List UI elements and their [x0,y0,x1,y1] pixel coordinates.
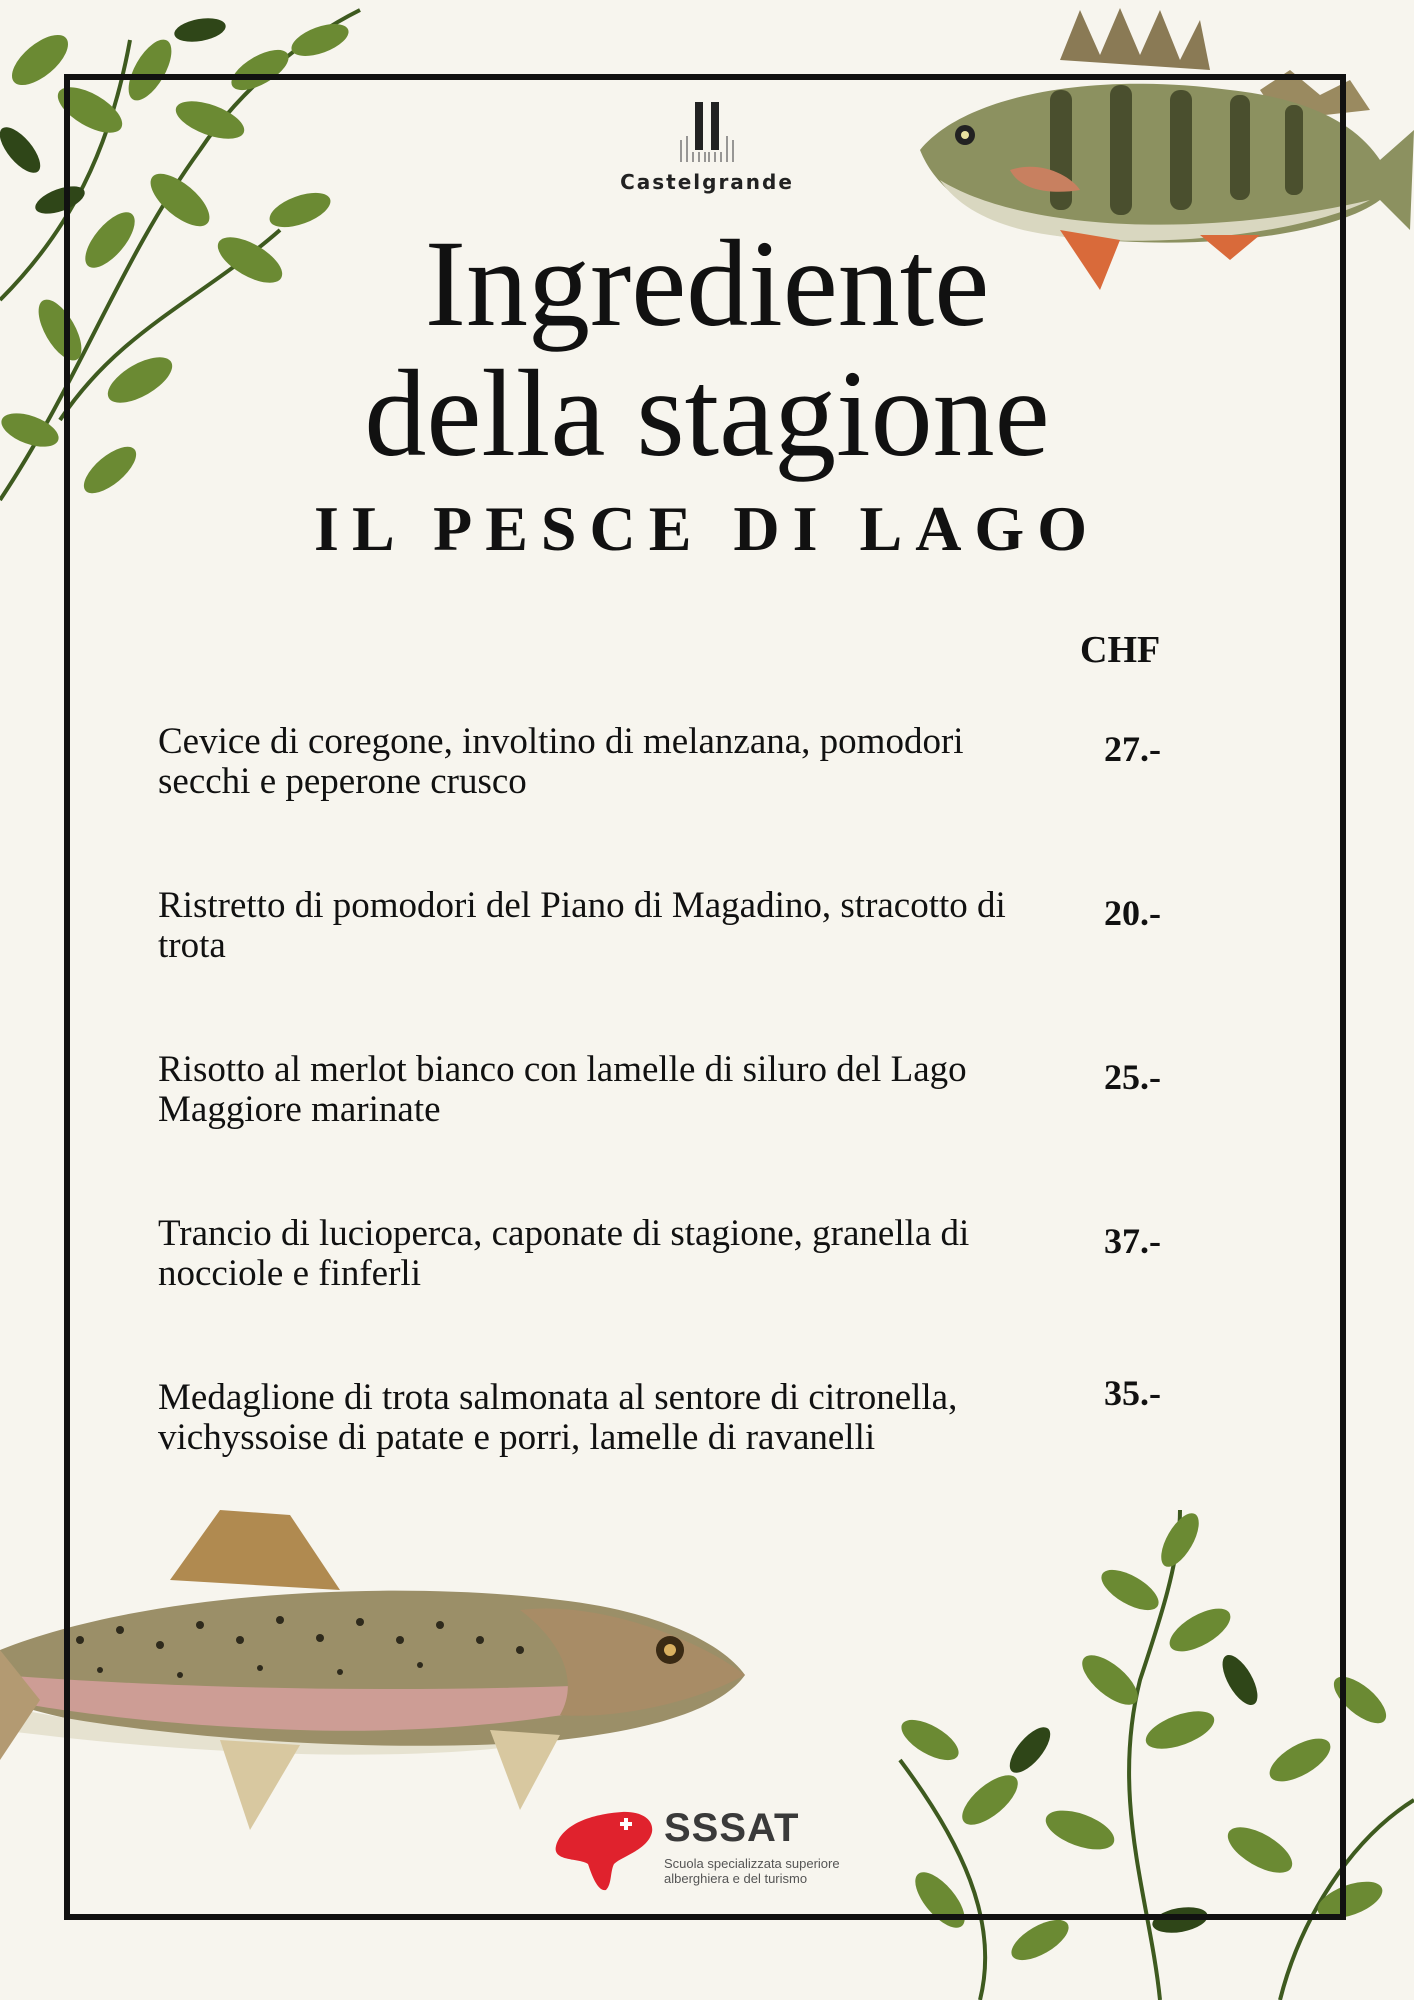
menu-item-name: Medaglione di trota salmonata al sentore di citronella, vichyssoise di patate e porri, lamelle di ravanelli [158,1377,958,1458]
page-title-line-1: Ingrediente [424,215,990,352]
menu-item-name: Risotto al merlot bianco con lamelle di siluro del Lago Maggiore marinate [158,1049,967,1130]
castelgrande-logo [600,100,814,194]
sssat-description: Scuola specializzata superiore alberghiera e del turismo [664,1856,840,1886]
menu-item-price: 25.- [1104,1057,1161,1097]
sssat-mark-icon [552,1806,656,1892]
sssat-brand-name: SSSAT [664,1806,800,1850]
menu-item-name: Trancio di lucioperca, caponate di stagione, granella di nocciole e finferli [158,1213,970,1294]
menu-item [158,1378,1038,1458]
menu-item-price: 20.- [1104,893,1161,933]
menu-item-price: 35.- [1104,1373,1161,1413]
menu-item [158,1214,1038,1294]
currency-label: CHF [1080,629,1161,671]
menu-item-price: 27.- [1104,729,1161,769]
page-subtitle: IL PESCE DI LAGO [314,493,1100,564]
menu-item [158,886,1038,966]
logo-name: Castelgrande [620,170,794,194]
menu-item [158,722,1038,802]
menu-item-price: 37.- [1104,1221,1161,1261]
castle-tower-icon [679,100,735,164]
menu-item [158,1050,1038,1130]
menu-item-name: Ristretto di pomodori del Piano di Magadino, stracotto di trota [158,885,1006,966]
page-title-line-2: della stagione [364,345,1050,482]
menu-item-name: Cevice di coregone, involtino di melanzana, pomodori secchi e peperone crusco [158,721,964,802]
sssat-logo [552,1806,852,1892]
